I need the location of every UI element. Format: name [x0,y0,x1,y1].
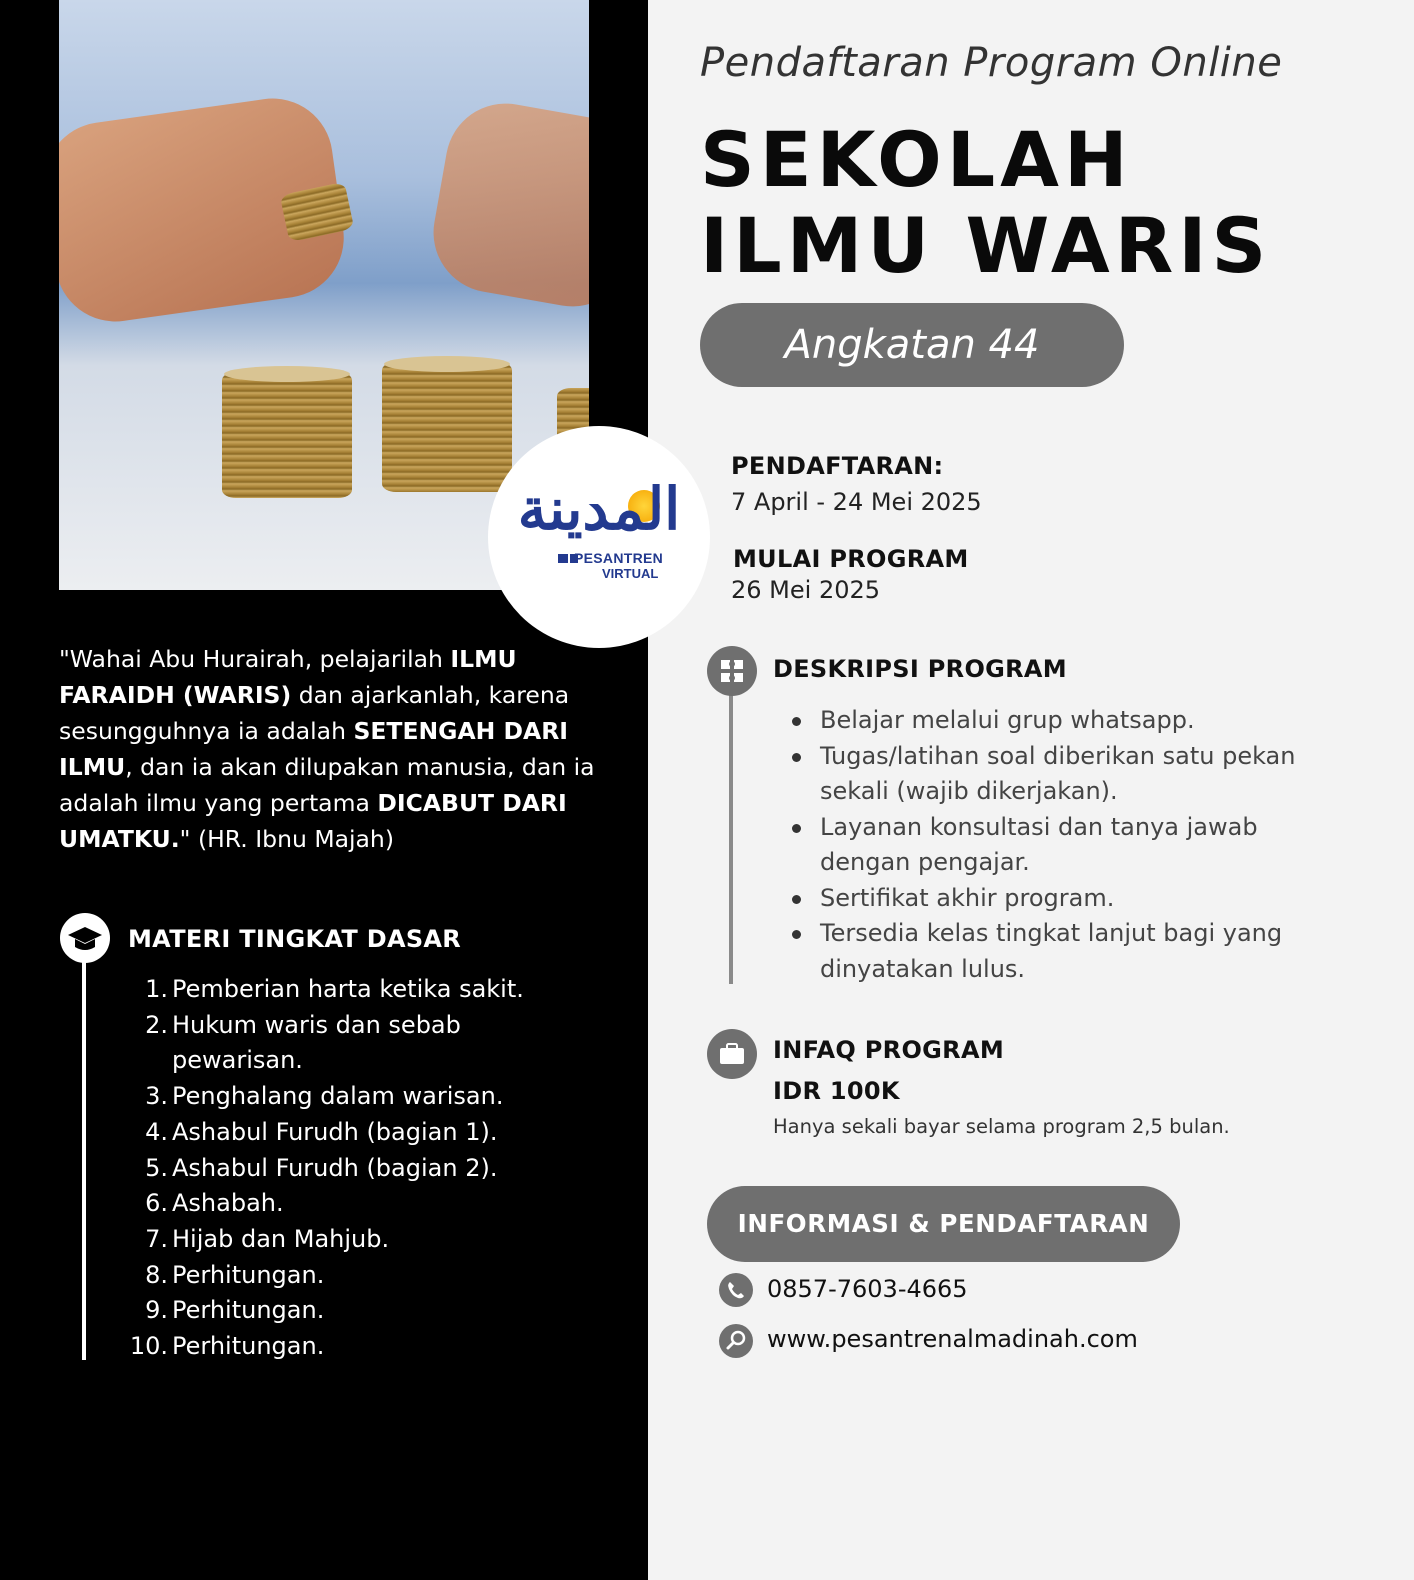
start-value: 26 Mei 2025 [731,576,881,604]
logo-line2: VIRTUAL [602,566,659,581]
graduation-cap-icon [60,913,110,963]
materi-item-text: Perhitungan. [172,1260,325,1289]
materi-item [130,1151,550,1187]
registration-label: PENDAFTARAN: [731,452,944,480]
materi-item-text: Perhitungan. [172,1296,325,1325]
materi-item-text: Ashabul Furudh (bagian 1). [172,1117,498,1146]
description-timeline [729,688,733,984]
logo-badge [488,426,710,648]
materi-item-number: 2. [145,1010,168,1039]
start-label: MULAI PROGRAM [733,545,969,573]
briefcase-icon [707,1029,757,1079]
description-item: Sertifikat akhir program. [790,881,1350,917]
description-item: Belajar melalui grup whatsapp. [790,703,1350,739]
materi-item [130,1186,550,1222]
materi-timeline [82,945,86,1360]
materi-item-number: 10. [129,1332,168,1361]
materi-item [130,1079,550,1115]
materi-item-text: Hukum waris dan sebab pewarisan. [172,1010,461,1075]
batch-badge: Angkatan 44 [700,303,1124,387]
logo-arabic: المدينة [517,475,681,543]
materi-item-text: Pemberian harta ketika sakit. [172,975,524,1003]
materi-item [130,1222,550,1258]
page-title-line2: ILMU WARIS [700,201,1272,290]
description-item: Layanan konsultasi dan tanya jawab dengan pengajar. [790,810,1350,881]
coin-stack-1 [222,372,352,498]
page-title-line1: SEKOLAH [700,115,1133,204]
hadith-quote: "Wahai Abu Hurairah, pelajarilah ILMU FARAIDH (WARIS) dan ajarkanlah, karena sesungguhnya ia adalah SETENGAH DARI ILMU, dan ia akan dilupakan manusia, dan ia adalah ilmu yang pertama DICABUT DARI UMATKU." (HR. Ibnu Majah) [59,645,595,853]
materi-item [130,1329,550,1365]
hand-right [424,94,589,316]
registration-value: 7 April - 24 Mei 2025 [731,488,982,516]
logo-square-icon [558,554,568,563]
infaq-note: Hanya sekali bayar selama program 2,5 bulan. [773,1115,1230,1138]
materi-item-number: 3. [145,1082,168,1111]
materi-list [130,972,550,1365]
materi-item-number: 6. [145,1189,168,1218]
materi-item-number: 9. [145,1296,168,1325]
website-link[interactable]: www.pesantrenalmadinah.com [767,1325,1138,1353]
materi-item-number: 7. [145,1224,168,1253]
materi-item [130,1115,550,1151]
phone-icon [719,1273,753,1307]
description-item: Tersedia kelas tingkat lanjut bagi yang dinyatakan lulus. [790,916,1350,987]
logo-line1: PESANTREN [574,550,664,566]
materi-item [130,1008,550,1079]
materi-item-number: 8. [145,1260,168,1289]
materi-item-number: 4. [145,1117,168,1146]
search-icon [719,1324,753,1358]
left-panel [0,0,681,1580]
materi-item-number: 5. [145,1153,168,1182]
materi-item-number: 1. [145,975,168,1003]
materi-item-text: Perhitungan. [172,1332,325,1361]
materi-item-text: Penghalang dalam warisan. [172,1082,504,1111]
materi-item-text: Hijab dan Mahjub. [172,1224,390,1253]
description-title: DESKRIPSI PROGRAM [773,655,1067,683]
info-registration-button[interactable]: INFORMASI & PENDAFTARAN [707,1186,1180,1262]
page-subtitle: Pendaftaran Program Online [700,40,1283,86]
phone-number[interactable]: 0857-7603-4665 [767,1275,968,1303]
materi-item [130,1258,550,1294]
description-list [790,703,1350,987]
infaq-title: INFAQ PROGRAM [773,1036,1004,1064]
coin-stack-2 [382,362,512,492]
description-item: Tugas/latihan soal diberikan satu pekan sekali (wajib dikerjakan). [790,739,1350,810]
materi-item-text: Ashabul Furudh (bagian 2). [172,1153,498,1182]
materi-item [130,972,550,1008]
materi-title: MATERI TINGKAT DASAR [128,925,462,953]
puzzle-icon [707,646,757,696]
materi-item [130,1293,550,1329]
infaq-amount: IDR 100K [773,1077,900,1105]
materi-item-text: Ashabah. [172,1189,284,1218]
